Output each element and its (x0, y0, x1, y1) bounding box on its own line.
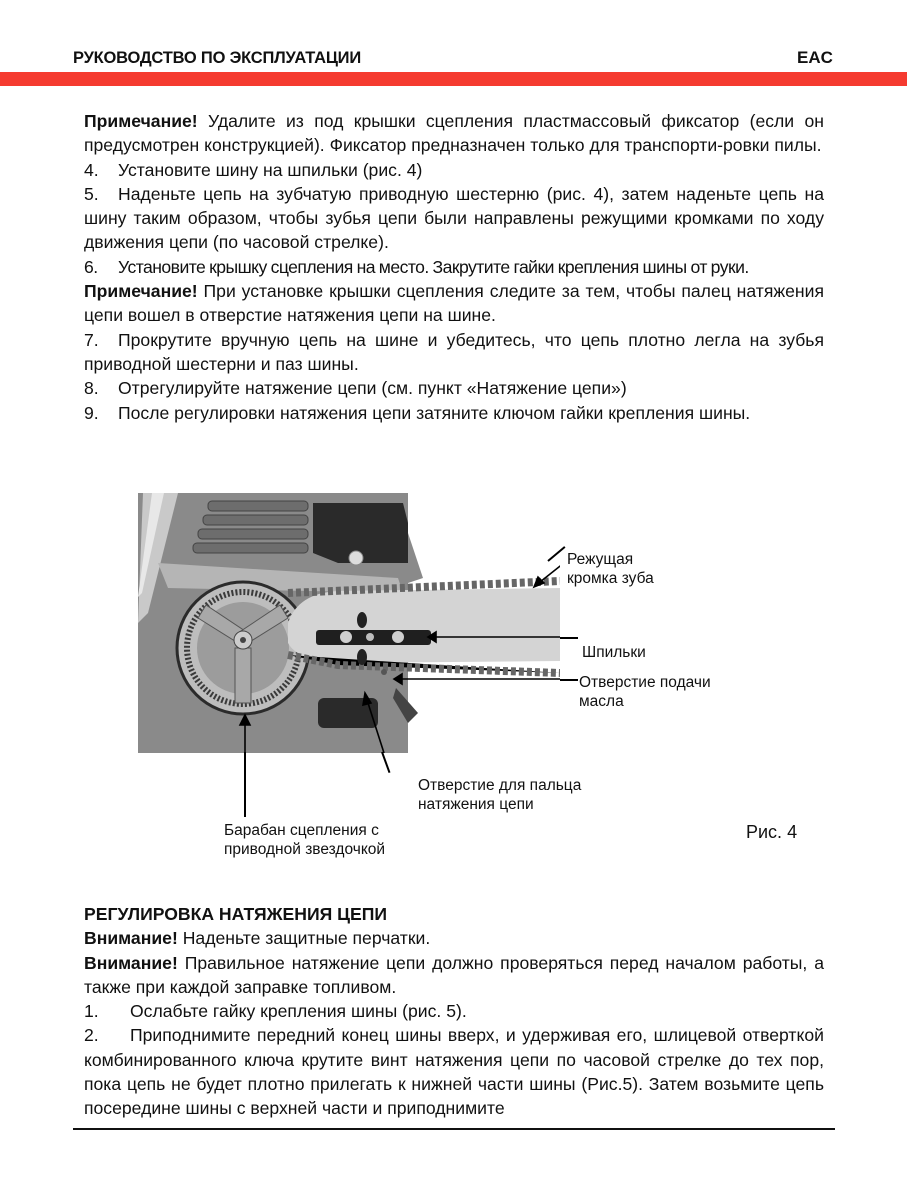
eac-mark: EAC (797, 48, 833, 67)
callout-cutting-edge: Режущая кромка зуба (567, 551, 654, 587)
figure-label: Рис. 4 (746, 822, 798, 842)
step-item: 7. Прокрутите вручную цепь на шине и убедитесь, что цепь плотно легла на зубья приводной шестерни и паз шины. (84, 329, 824, 374)
note-label: Примечание! (84, 111, 198, 131)
step-item: 5. Наденьте цепь на зубчатую приводную шестерню (рис. 4), затем наденьте цепь на шину таким образом, чтобы зубья цепи были направлены режущими кромками по ходу движения цепи (по часовой стрелке). (84, 183, 824, 253)
clutch-drum-leader-line (244, 752, 246, 817)
callout-tension-hole: Отверстие для пальца натяжения цепи (418, 777, 582, 813)
step-item: 6. Установите крышку сцепления на место. Закрутите гайки крепления шины от руки. (84, 256, 749, 277)
chain-tension-section (84, 902, 824, 1121)
warning-label: Внимание! (84, 952, 178, 973)
callout-clutch-drum: Барабан сцепления с приводной звездочкой (224, 822, 386, 858)
step-item: 4. Установите шину на шпильки (рис. 4) (84, 159, 423, 180)
oil-hole-leader-line (560, 679, 578, 681)
note-text: При установке крышки сцепления следите за тем, чтобы палец натяжения цепи вошел в отверстие натяжения цепи на шине. (84, 281, 824, 326)
assembly-instructions (84, 109, 824, 425)
note-label: Примечание! (84, 281, 198, 302)
callout-oil-hole: Отверстие подачи масла (579, 674, 711, 710)
warning-label: Внимание! (84, 928, 178, 949)
callout-studs: Шпильки (582, 644, 646, 661)
studs-leader-line (560, 637, 578, 639)
warning-paragraph: Внимание! Наденьте защитные перчатки. (84, 928, 431, 949)
warning-paragraph: Внимание! Правильное натяжение цепи должно проверяться перед началом работы, а также при каждой заправке топливом. (84, 952, 824, 997)
note-text: Удалите из под крышки сцепления пластмассовый фиксатор (если он предусмотрен конструкцией). Фиксатор предназначен только для транспорти-ровки пилы. (84, 111, 824, 156)
chainsaw-clutch-photo (138, 493, 560, 753)
step-item: 9. После регулировки натяжения цепи затяните ключом гайки крепления шины. (84, 402, 751, 423)
section-title: РЕГУЛИРОВКА НАТЯЖЕНИЯ ЦЕПИ (84, 904, 388, 924)
note-paragraph (84, 109, 824, 158)
note-paragraph (84, 279, 824, 328)
step-item: 1. Ослабьте гайку крепления шины (рис. 5). (84, 1001, 467, 1022)
step-item: 8. Отрегулируйте натяжение цепи (см. пункт «Натяжение цепи») (84, 378, 627, 399)
footer-rule (73, 1128, 835, 1130)
step-item: 2. Приподнимите передний конец шины вверх, и удерживая его, шлицевой отверткой комбинированного ключа крутите винт натяжения цепи по часовой стрелке до тех пор, пока цепь не будет плотно прилегать к нижней части шины (Рис.5). Затем возьмите цепь посередине шины с верхней части и приподнимите (84, 1025, 824, 1119)
tension-hole-leader-line (381, 752, 390, 773)
header-red-bar (0, 72, 907, 86)
manual-header-title: РУКОВОДСТВО ПО ЭКСПЛУАТАЦИИ (73, 48, 361, 67)
